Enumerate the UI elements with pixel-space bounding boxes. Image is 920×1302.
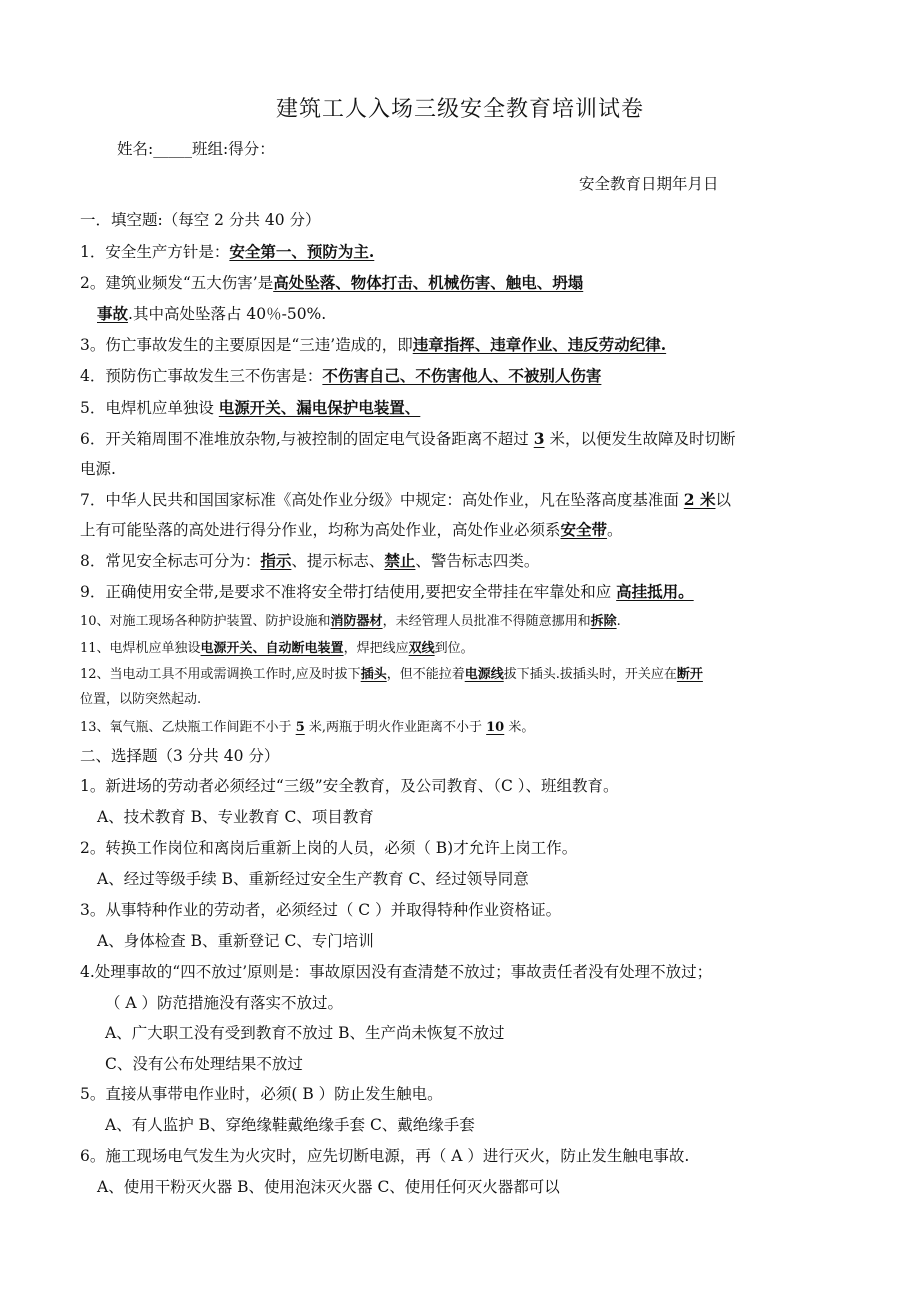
name-class-score-line: 姓名:_____班组:得分： — [117, 140, 275, 158]
question-text: 3。伤亡事故发生的主要原因是“三违’造成的，即 — [80, 336, 413, 354]
exam-date-line: 安全教育日期年月日 — [579, 175, 719, 193]
question-line-q11 — [80, 638, 474, 660]
question-line-c6 — [80, 1145, 689, 1167]
question-line-c3 — [80, 899, 561, 921]
question-line-s2-heading — [80, 745, 279, 767]
answer-text: 插头 — [360, 667, 387, 682]
question-text: A、身体检查 B、重新登记 C、专门培训 — [97, 932, 374, 950]
question-line-c2o — [97, 868, 529, 890]
question-text: 5．电焊机应单独设 — [80, 399, 219, 417]
answer-text: 电源线 — [464, 667, 504, 682]
question-line-q8 — [80, 550, 539, 572]
question-text: 拔下插头.拔插头时，开关应在 — [503, 667, 677, 682]
question-line-q12b — [80, 689, 201, 711]
question-line-c4b — [105, 992, 343, 1014]
question-text: 8．常见安全标志可分为： — [80, 552, 261, 570]
question-text: ，未经管理人员批准不得随意挪用和 — [382, 614, 591, 629]
question-text: 上有可能坠落的高处进行得分作业，均称为高处作业，高处作业必须系 — [80, 521, 561, 539]
question-line-c4a — [80, 961, 712, 983]
question-text: 13、氧气瓶、乙炔瓶工作间距不小于 — [80, 720, 296, 735]
question-line-q2a — [80, 272, 583, 294]
question-text: 5。直接从事带电作业时，必须( B ）防止发生触电。 — [80, 1085, 443, 1103]
answer-text: 高处坠落、物体打击、机械伤害、触电、坍塌 — [273, 273, 584, 292]
answer-text: 违章指挥、违章作业、违反劳动纪律. — [412, 335, 667, 354]
question-line-q10 — [80, 611, 621, 633]
question-text: 3。从事特种作业的劳动者，必须经过（ C ）并取得特种作业资格证。 — [80, 901, 562, 919]
answer-text: 5 — [295, 720, 305, 735]
question-text: 、提示标志、 — [291, 552, 385, 570]
question-line-c1 — [80, 775, 619, 797]
question-line-c6o — [97, 1176, 560, 1198]
question-line-c4o2 — [105, 1053, 303, 1075]
answer-text: 3 — [533, 429, 545, 448]
question-text: 11、电焊机应单独设 — [80, 641, 201, 656]
answer-text: 断开 — [676, 667, 703, 682]
question-text: 2。转换工作岗位和离岗后重新上岗的人员，必须（ B)才允许上岗工作。 — [80, 839, 578, 857]
question-line-q6a — [80, 428, 735, 450]
question-text: A、使用干粉灭火器 B、使用泡沫灭火器 C、使用任何灭火器都可以 — [97, 1178, 560, 1196]
answer-text: 双线 — [408, 641, 435, 656]
question-line-q2b — [97, 303, 326, 325]
question-text: 二、选择题（3 分共 40 分） — [80, 747, 280, 765]
question-text: ，但不能拉着 — [386, 667, 465, 682]
answer-text: 禁止 — [384, 551, 416, 570]
question-line-c5 — [80, 1083, 443, 1105]
question-text: 米。 — [504, 720, 535, 735]
question-text: （ A ）防范措施没有落实不放过。 — [105, 994, 344, 1012]
answer-text: 拆除 — [590, 614, 617, 629]
question-text: 电源. — [80, 460, 116, 478]
answer-text: 10 — [486, 720, 505, 735]
question-text: 1．安全生产方针是： — [80, 243, 230, 261]
question-text: A、广大职工没有受到教育不放过 B、生产尚未恢复不放过 — [105, 1024, 505, 1042]
answer-text: 电源开关、自动断电装置 — [200, 641, 344, 656]
question-text: 10、对施工现场各种防护装置、防护设施和 — [80, 614, 331, 629]
question-line-s1-heading — [80, 209, 321, 231]
question-text: 一．填空题:（每空 2 分共 40 分） — [80, 211, 321, 229]
question-text: 6。施工现场电气发生为火灾时，应先切断电源，再（ A ）进行灭火，防止发生触电事故. — [80, 1147, 690, 1165]
question-line-q5 — [80, 397, 420, 419]
question-line-c4o1 — [105, 1022, 505, 1044]
answer-text: 安全带 — [560, 520, 608, 539]
page-title: 建筑工人入场三级安全教育培训试卷 — [275, 97, 644, 122]
answer-text: 事故 — [97, 304, 129, 323]
question-line-q13 — [80, 717, 534, 739]
question-text: 位置，以防突然起动. — [80, 692, 202, 707]
answer-text: 高挂抵用。 — [616, 582, 694, 601]
question-text: 米,两瓶于明火作业距离不小于 — [304, 720, 487, 735]
question-text: 9．正确使用安全带,是要求不准将安全带打结使用,要把安全带挂在牢靠处和应 — [80, 583, 617, 601]
question-text: 12、当电动工具不用或需调换工作时,应及时拔下 — [80, 667, 361, 682]
question-text: 2。建筑业频发“五大伤害’是 — [80, 274, 274, 292]
answer-text: 不伤害自己、不伤害他人、不被别人伤害 — [322, 366, 602, 385]
answer-text: 2 米 — [683, 490, 716, 509]
question-line-q6b — [80, 458, 116, 480]
question-line-q1 — [80, 241, 374, 263]
question-line-c2 — [80, 837, 577, 859]
question-text: ，焊把线应 — [343, 641, 409, 656]
question-text: .其中高处坠落占 40％-50%. — [128, 305, 327, 323]
question-text: C、没有公布处理结果不放过 — [105, 1055, 303, 1073]
question-text: 6．开关箱周围不准堆放杂物,与被控制的固定电气设备距离不超过 — [80, 430, 534, 448]
question-line-q3 — [80, 334, 666, 356]
question-line-c5o — [105, 1114, 475, 1136]
answer-text: 消防器材 — [330, 614, 383, 629]
question-text: 4．预防伤亡事故发生三不伤害是： — [80, 367, 323, 385]
question-line-c3o — [97, 930, 374, 952]
question-text: 米，以便发生故障及时切断 — [544, 430, 736, 448]
answer-text: 电源开关、漏电保护电装置、 — [218, 398, 421, 417]
answer-text: 安全第一、预防为主. — [229, 242, 375, 261]
question-text: 7．中华人民共和国国家标准《高处作业分级》中规定：高处作业，凡在坠落高度基准面 — [80, 491, 684, 509]
answer-text: 指示 — [260, 551, 292, 570]
question-line-q4 — [80, 365, 601, 387]
question-text: 4.处理事故的“四不放过’原则是：事故原因没有查清楚不放过；事故责任者没有处理不放过； — [80, 963, 713, 981]
question-text: A、经过等级手续 B、重新经过安全生产教育 C、经过领导同意 — [97, 870, 529, 888]
question-text: 。 — [607, 521, 623, 539]
question-text: A、技术教育 B、专业教育 C、项目教育 — [97, 808, 374, 826]
question-text: 到位。 — [434, 641, 474, 656]
question-text: A、有人监护 B、穿绝缘鞋戴绝缘手套 C、戴绝缘手套 — [105, 1116, 475, 1134]
question-line-q9 — [80, 581, 694, 603]
question-text: 以 — [715, 491, 731, 509]
question-line-q7b — [80, 519, 623, 541]
question-text: 、警告标志四类。 — [415, 552, 540, 570]
question-line-c1o — [97, 806, 374, 828]
question-line-q7a — [80, 489, 731, 511]
question-text: 1。新进场的劳动者必须经过“三级”安全教育，及公司教育、（C ）、班组教育。 — [80, 777, 619, 795]
question-line-q12a — [80, 664, 703, 686]
question-text: . — [616, 614, 621, 629]
